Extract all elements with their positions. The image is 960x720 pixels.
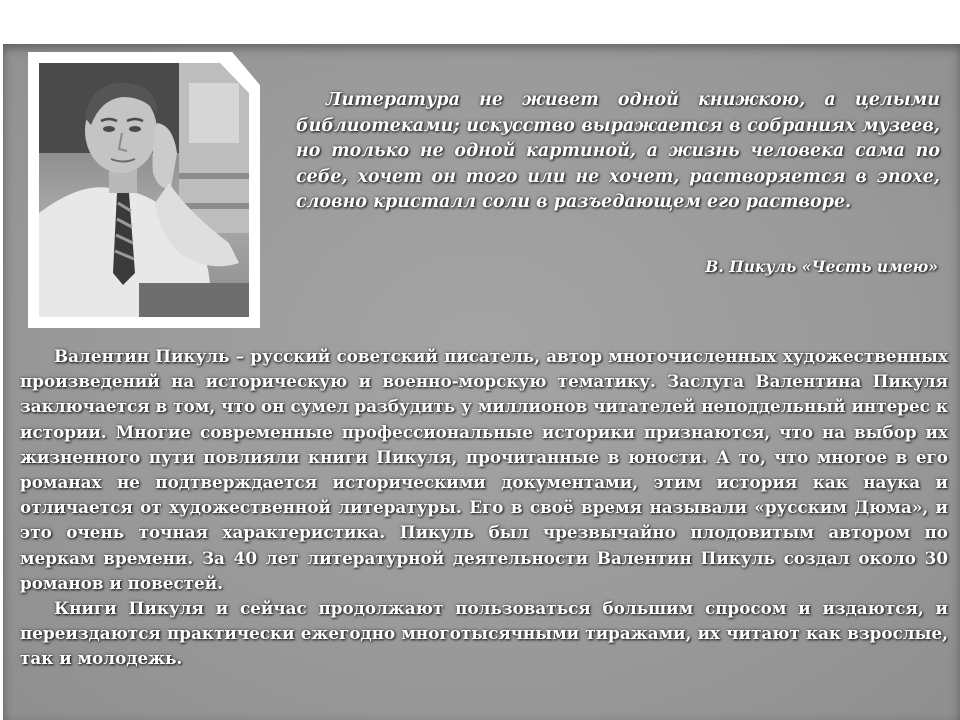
quote-attribution: В. Пикуль «Честь имею» <box>705 257 938 276</box>
biography <box>20 344 948 672</box>
quote-text: Литература не живет одной книжкою, а целыми библиотеками; искусство выражается в собраниях музеев, но только не одной картиной, а жизнь человека сама по себе, хочет он того или не хочет, растворяется в эпохе, словно кристалл соли в разъедающем его растворе. <box>296 90 940 212</box>
biography-paragraph: Валентин Пикуль – русский советский писатель, автор многочисленных художественных произведений на историческую и военно-морскую тематику. Заслуга Валентина Пикуля заключается в том, что он сумел разбудить у миллионов читателей неподдельный интерес к истории. Многие современные профессиональные историки признаются, что на выбор их жизненного пути повлияли книги Пикуля, прочитанные в юности. А то, что многое в его романах не подтверждается историческими документами, этим история как наука и отличается от художественной литературы. Его в своё время называли «русским Дюма», и это очень точная характеристика. Пикуль был чрезвычайно плодовитым автором по меркам времени. За 40 лет литературной деятельности Валентин Пикуль создал около 30 романов и повестей. <box>20 346 948 593</box>
portrait-photo <box>39 63 249 317</box>
portrait-illustration <box>39 63 249 317</box>
portrait-frame <box>28 52 260 328</box>
biography-paragraph: Книги Пикуля и сейчас продолжают пользоваться большим спросом и издаются, и переиздаются практически ежегодно многотысячными тиражами, их читают как взрослые, так и молодежь. <box>20 598 948 669</box>
